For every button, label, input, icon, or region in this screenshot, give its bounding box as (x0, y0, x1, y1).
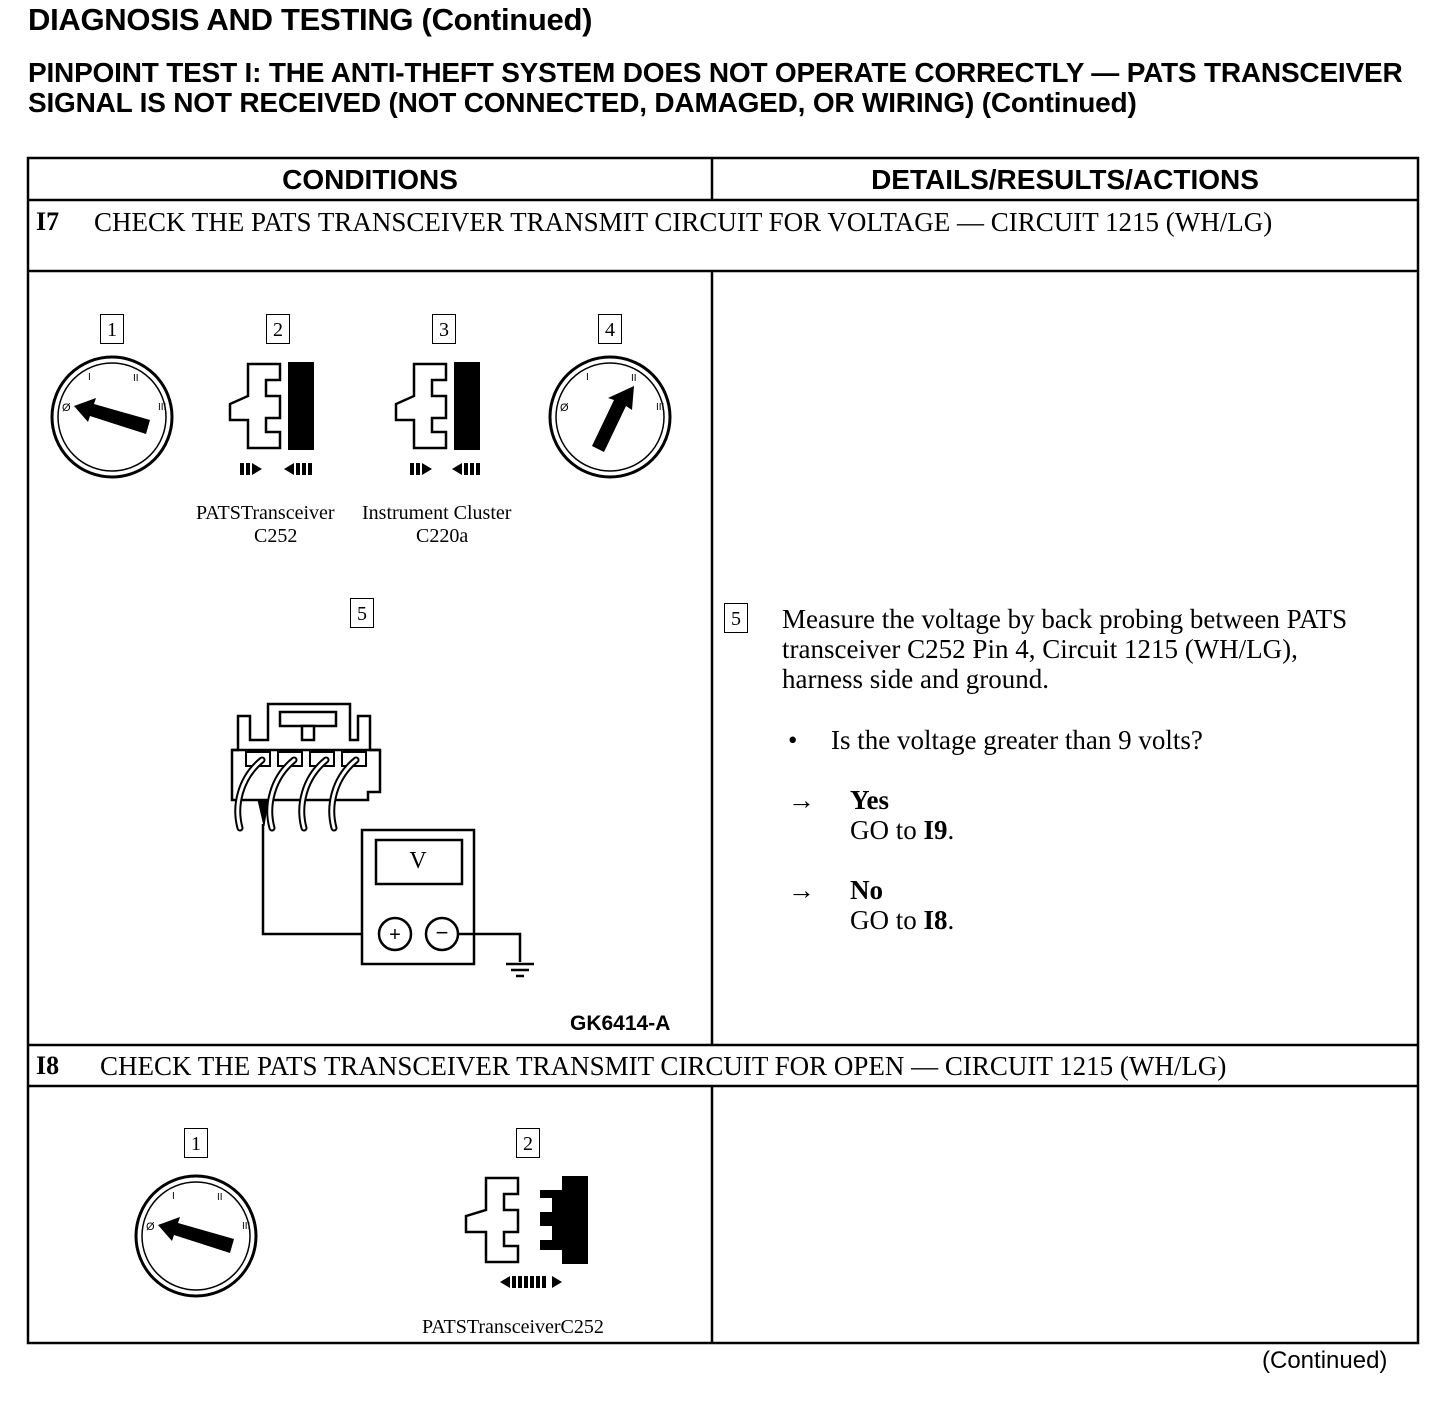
detail-instruction: Measure the voltage by back probing between PATS transceiver C252 Pin 4, Circuit 1215 (WH/LG), harness side and ground. (782, 604, 1348, 694)
step-i7-id: I7 (36, 207, 60, 236)
step-i8-number-box-2: 2 (516, 1128, 540, 1158)
pinpoint-test-title: PINPOINT TEST I: THE ANTI-THEFT SYSTEM DOES NOT OPERATE CORRECTLY — PATS TRANSCEIVER SIGNAL IS NOT RECEIVED (NOT CONNECTED, DAMAGED, OR WIRING) (Continued) (28, 57, 1403, 118)
step-i8-title: CHECK THE PATS TRANSCEIVER TRANSMIT CIRCUIT FOR OPEN — CIRCUIT 1215 (WH/LG) (100, 1051, 1227, 1081)
svg-text:−: − (435, 920, 449, 945)
svg-text:III: III (242, 1221, 251, 1232)
step-number-box-2: 2 (266, 314, 290, 344)
column-header-details: DETAILS/RESULTS/ACTIONS (871, 164, 1259, 195)
ignition-switch-run-icon (550, 357, 670, 477)
connector-label-pats-i8: PATSTransceiverC252 (422, 1316, 604, 1338)
result-no-label: No (850, 875, 883, 905)
result-no-action: GO to I8. (850, 905, 955, 935)
instrument-cluster-connector-icon (396, 362, 480, 475)
voltmeter-symbol: V (409, 848, 427, 874)
column-header-conditions: CONDITIONS (282, 164, 458, 195)
step-i8-id: I8 (36, 1051, 60, 1080)
continued-note: (Continued) (1262, 1347, 1388, 1374)
svg-text:+: + (389, 924, 401, 946)
arrow-yes-icon: → (788, 785, 815, 815)
figure-id: GK6414-A (570, 1012, 671, 1035)
svg-text:Ø: Ø (146, 1221, 155, 1233)
ignition-switch-off-icon (52, 357, 172, 477)
ignition-switch-off-icon-i8 (136, 1176, 256, 1296)
svg-text:Ø: Ø (62, 402, 71, 414)
svg-text:II: II (631, 373, 637, 384)
svg-text:I: I (586, 372, 589, 383)
svg-text:Ø: Ø (560, 402, 569, 414)
pats-transceiver-connector-i8-icon (466, 1176, 588, 1288)
svg-text:I: I (172, 1191, 175, 1202)
svg-text:I: I (88, 372, 91, 383)
connector-label-pats: PATSTransceiver C252 (196, 502, 335, 547)
pats-transceiver-connector-icon (230, 362, 314, 475)
svg-text:II: II (133, 373, 139, 384)
detail-question: Is the voltage greater than 9 volts? (831, 725, 1203, 755)
step-i8-number-box-1: 1 (184, 1128, 208, 1158)
bullet: • (788, 725, 798, 755)
step-number-box-4: 4 (598, 314, 622, 344)
result-yes-action: GO to I9. (850, 815, 955, 845)
detail-number-box-5: 5 (724, 603, 748, 633)
connector-label-instrument-cluster: Instrument Cluster C220a (362, 502, 512, 547)
svg-text:III: III (656, 402, 665, 413)
arrow-no-icon: → (788, 875, 815, 905)
step-number-box-3: 3 (432, 314, 456, 344)
step-number-box-1: 1 (100, 314, 124, 344)
result-yes-label: Yes (850, 785, 889, 815)
step-number-box-5: 5 (350, 598, 374, 628)
page-title: DIAGNOSIS AND TESTING (Continued) (28, 2, 593, 37)
svg-text:II: II (217, 1192, 223, 1203)
voltmeter-back-probe-diagram (232, 704, 534, 976)
svg-text:III: III (158, 402, 167, 413)
step-i7-title: CHECK THE PATS TRANSCEIVER TRANSMIT CIRCUIT FOR VOLTAGE — CIRCUIT 1215 (WH/LG) (94, 207, 1273, 237)
